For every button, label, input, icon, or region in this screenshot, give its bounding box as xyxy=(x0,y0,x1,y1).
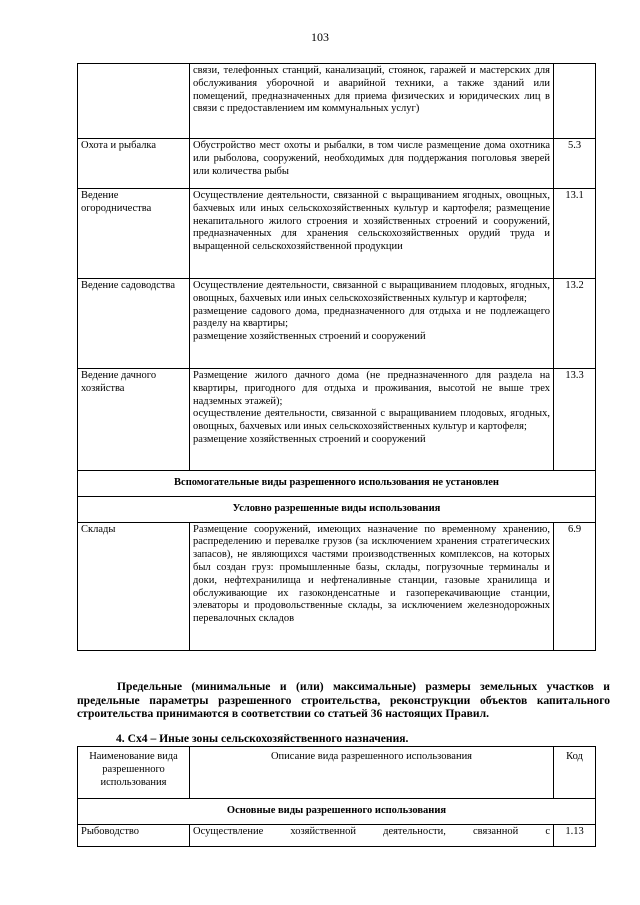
table-row xyxy=(78,369,596,471)
table-row xyxy=(78,522,596,650)
use-name-cell: Склады xyxy=(78,522,190,650)
use-name-cell: Ведение дачного хозяйства xyxy=(78,369,190,471)
use-name-cell: Рыбоводство xyxy=(78,824,190,846)
section-main-heading: Основные виды разрешенного использования xyxy=(78,799,596,825)
section-conditional-heading: Условно разрешенные виды использования xyxy=(78,496,596,522)
land-use-table-continued xyxy=(77,63,596,651)
section-row xyxy=(78,799,596,825)
use-code-cell xyxy=(554,64,596,139)
use-code-cell: 13.1 xyxy=(554,189,596,279)
use-code-cell: 5.3 xyxy=(554,139,596,189)
table-row xyxy=(78,824,596,846)
use-code-cell: 6.9 xyxy=(554,522,596,650)
table-row xyxy=(78,279,596,369)
use-code-cell: 13.3 xyxy=(554,369,596,471)
use-description-cell: Размещение жилого дачного дома (не предназначенного для раздела на квартиры, пригодного для отдыха и проживания, высотой не выше трех надземных этажей); осуществление деятельности, связанной с выращиванием плодовых, ягодных, овощных, бахчевых или иных сельскохозяйственных культур и картофеля; размещение хозяйственных строений и сооружений xyxy=(190,369,554,471)
land-use-table-sx4 xyxy=(77,746,596,847)
use-description-cell: связи, телефонных станций, канализаций, стоянок, гаражей и мастерских для обслуживания уборочной и аварийной техники, а также зданий или помещений, предназначенных для приема физических и юридических лиц в связи с предоставлением им коммунальных услуг) xyxy=(190,64,554,139)
section-row xyxy=(78,471,596,497)
use-code-cell: 1.13 xyxy=(554,824,596,846)
table-row xyxy=(78,139,596,189)
section-auxiliary-heading: Вспомогательные виды разрешенного использования не установлен xyxy=(78,471,596,497)
use-description-cell: Осуществление деятельности, связанной с выращиванием плодовых, ягодных, овощных, бахчевых или иных сельскохозяйственных культур и картофеля; размещение садового дома, предназначенного для отдыха и не подлежащего разделу на квартиры; размещение хозяйственных строений и сооружений xyxy=(190,279,554,369)
header-code: Код xyxy=(554,747,596,799)
use-code-cell: 13.2 xyxy=(554,279,596,369)
header-name: Наименование вида разрешенного использования xyxy=(78,747,190,799)
page-number: 103 xyxy=(311,30,329,44)
use-name-cell: Охота и рыбалка xyxy=(78,139,190,189)
section-row xyxy=(78,496,596,522)
use-description-cell: Размещение сооружений, имеющих назначение по временному хранению, распределению и перевалке грузов (за исключением хранения стратегических запасов), не являющихся частями производственных комплексов, на которых был создан груз: промышленные базы, склады, погрузочные терминалы и доки, нефтехранилища и нефтеналивные станции, газовые хранилища и обслуживающие их газоконденсатные и газоперекачивающие станции, элеваторы и продовольственные склады, за исключением железнодорожных перевалочных складов xyxy=(190,522,554,650)
use-description-cell: Осуществление хозяйственной деятельности, связанной с xyxy=(190,824,554,846)
use-name-cell: Ведение садоводства xyxy=(78,279,190,369)
table-row xyxy=(78,189,596,279)
header-description: Описание вида разрешенного использования xyxy=(190,747,554,799)
use-description-cell: Обустройство мест охоты и рыбалки, в том числе размещение дома охотника или рыболова, сооружений, необходимых для поддержания поголовья зверей или количества рыбы xyxy=(190,139,554,189)
zone-heading: 4. Сх4 – Иные зоны сельскохозяйственного назначения. xyxy=(116,732,409,745)
table-row xyxy=(78,64,596,139)
use-name-cell: Ведение огородничества xyxy=(78,189,190,279)
table-header-row xyxy=(78,747,596,799)
parameters-note: Предельные (минимальные и (или) максимальные) размеры земельных участков и предельные параметры разрешенного строительства, реконструкции объектов капитального строительства принимаются в соответствии со статьей 36 настоящих Правил. xyxy=(77,680,610,721)
use-description-cell: Осуществление деятельности, связанной с выращиванием ягодных, овощных, бахчевых или иных сельскохозяйственных культур и картофеля; размещение некапитального жилого строения и хозяйственных строений и сооружений, предназначенных для хранения сельскохозяйственных орудий труда и выращенной сельскохозяйственной продукции xyxy=(190,189,554,279)
use-name-cell xyxy=(78,64,190,139)
